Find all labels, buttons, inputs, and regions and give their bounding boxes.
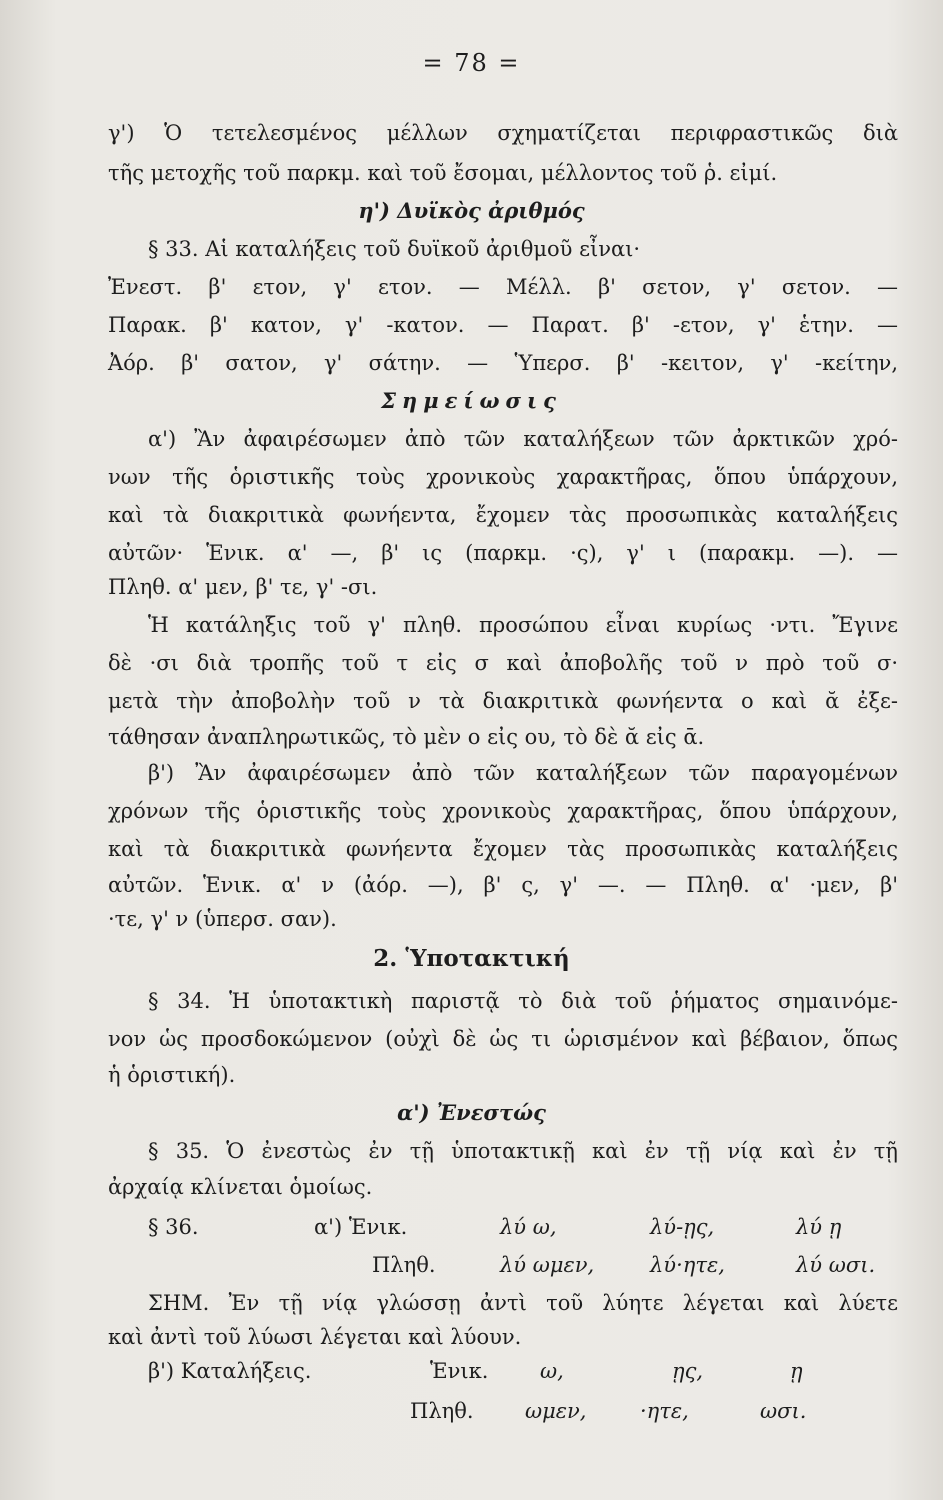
text-line: ἀρχαίᾳ κλίνεται ὁμοίως.	[108, 1175, 373, 1199]
text-line: τάθησαν ἀναπληρωτικῶς, τὸ μὲν ο εἰς ου, τὸ δὲ ᾰ εἰς ᾱ.	[108, 725, 705, 749]
section-35: § 35. Ὁ ἐνεστὼς ἐν τῇ ὑποτακτικῇ καὶ ἐν τῇ νίᾳ καὶ ἐν τῇ	[148, 1139, 898, 1163]
text-line: δὲ ·σι διὰ τροπῆς τοῦ τ εἰς σ καὶ ἀποβολῆς τοῦ ν πρὸ τοῦ σ·	[108, 651, 898, 675]
text-line: Παρακ. β' κατον, γ' -κατον. — Παρατ. β' -ετον, γ' ἑτην. —	[108, 313, 898, 337]
text-line: καὶ τὰ διακριτικὰ φωνήεντα, ἔχομεν τὰς προσωπικὰς καταλήξεις	[108, 503, 898, 527]
singular-label: α') Ἑνικ.	[314, 1215, 408, 1239]
text-line: νον ὡς προσδοκώμενον (οὐχὶ δὲ ὡς τι ὡρισμένον καὶ βέβαιον, ὅπως	[108, 1027, 898, 1051]
paradigm-form: λύ ωσι.	[796, 1253, 876, 1277]
ending-form: ωσι.	[760, 1399, 807, 1423]
paradigm-form: λύ-ῃς,	[650, 1215, 715, 1239]
text-line: Ἀόρ. β' σατον, γ' σάτην. — Ὑπερσ. β' -κειτον, γ' -κείτην,	[108, 351, 898, 375]
singular-label: Ἑνικ.	[430, 1359, 489, 1383]
text-line: ·τε, γ' ν (ὑπερσ. σαν).	[108, 907, 337, 931]
paradigm-form: λύ ωμεν,	[500, 1253, 595, 1277]
text-line: αὐτῶν· Ἑνικ. α' —, β' ις (παρκμ. ·ς), γ' ι (παρακμ. —). —	[108, 541, 898, 565]
text-line: καὶ τὰ διακριτικὰ φωνήεντα ἔχομεν τὰς προσωπικὰς καταλήξεις	[108, 837, 898, 861]
page-number: = 78 =	[422, 49, 521, 77]
text-line: νων τῆς ὁριστικῆς τοὺς χρονικοὺς χαρακτῆρας, ὅπου ὑπάρχουν,	[108, 465, 898, 489]
ending-form: ῃ	[790, 1359, 803, 1383]
text-line: Ἡ κατάληξις τοῦ γ' πληθ. προσώπου εἶναι κυρίως ·ντι. Ἔγινε	[148, 613, 898, 637]
section-34: § 34. Ἡ ὑποτακτικὴ παριστᾷ τὸ διὰ τοῦ ῥήματος σημαινόμε-	[148, 989, 898, 1013]
text-line: αὐτῶν. Ἑνικ. α' ν (ἀόρ. —), β' ς, γ' —. — Πληθ. α' ·μεν, β'	[108, 873, 898, 897]
endings-heading: β') Καταλήξεις.	[148, 1359, 312, 1383]
ending-form: ·ητε,	[640, 1399, 689, 1423]
text-line: χρόνων τῆς ὁριστικῆς τοὺς χρονικοὺς χαρακτῆρας, ὅπου ὑπάρχουν,	[108, 799, 898, 823]
text-line: γ') Ὁ τετελεσμένος μέλλων σχηματίζεται περιφραστικῶς διὰ	[108, 121, 898, 145]
note-line: καὶ ἀντὶ τοῦ λύωσι λέγεται καὶ λύουν.	[108, 1325, 522, 1349]
section-36-label: § 36.	[148, 1215, 199, 1239]
text-line: ἡ ὁριστική).	[108, 1063, 236, 1087]
ending-form: ῃς,	[672, 1359, 704, 1383]
section-33: § 33. Αἱ καταλήξεις τοῦ δυϊκοῦ ἀριθμοῦ εἶναι·	[148, 237, 641, 261]
text-line: τῆς μετοχῆς τοῦ παρκμ. καὶ τοῦ ἔσομαι, μέλλοντος τοῦ ῥ. εἰμί.	[108, 161, 778, 185]
text-line: β') Ἂν ἀφαιρέσωμεν ἀπὸ τῶν καταλήξεων τῶν παραγομένων	[148, 761, 898, 785]
chapter-heading-subjunctive: 2. Ὑποτακτική	[373, 945, 570, 972]
paradigm-form: λύ ῃ	[796, 1215, 842, 1239]
text-line: Πληθ. α' μεν, β' τε, γ' -σι.	[108, 575, 378, 599]
plural-label: Πληθ.	[410, 1399, 474, 1423]
text-line: α') Ἂν ἀφαιρέσωμεν ἀπὸ τῶν καταλήξεων τῶν ἀρκτικῶν χρό-	[148, 427, 898, 451]
ending-form: ω,	[540, 1359, 564, 1383]
paradigm-form: λύ ω,	[500, 1215, 557, 1239]
note-line: ΣΗΜ. Ἐν τῇ νίᾳ γλώσσῃ ἀντὶ τοῦ λύητε λέγεται καὶ λύετε	[148, 1291, 898, 1315]
note-heading: Σημείωσις	[381, 388, 562, 413]
subheading-dual: η') Δυϊκὸς ἀριθμός	[358, 198, 585, 223]
ending-form: ωμεν,	[525, 1399, 587, 1423]
paradigm-form: λύ·ητε,	[650, 1253, 725, 1277]
text-line: μετὰ τὴν ἀποβολὴν τοῦ ν τὰ διακριτικὰ φωνήεντα ο καὶ ᾰ ἐξε-	[108, 689, 898, 713]
text-line: Ἐνεστ. β' ετον, γ' ετον. — Μέλλ. β' σετον, γ' σετον. —	[108, 275, 898, 299]
subheading-present: α') Ἐνεστώς	[397, 1100, 546, 1125]
plural-label: Πληθ.	[372, 1253, 436, 1277]
